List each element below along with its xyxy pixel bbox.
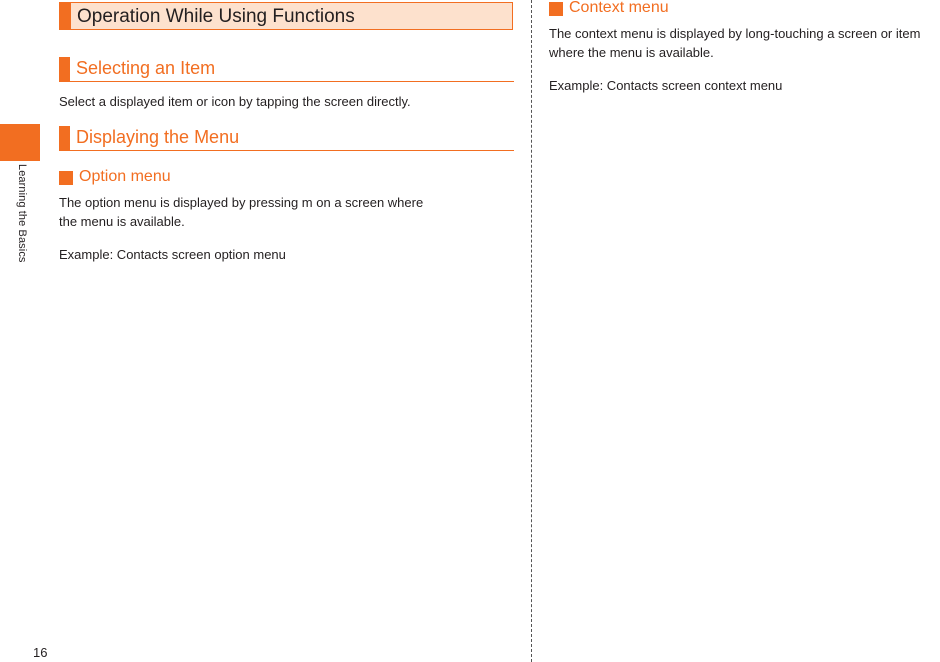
displaying-menu-heading-text: Displaying the Menu xyxy=(76,127,240,147)
selecting-item-heading-text: Selecting an Item xyxy=(76,58,216,78)
selecting-item-text: Select a displayed item or icon by tapping the screen directly. xyxy=(59,94,411,109)
context-menu-text-line2: where the menu is available. xyxy=(549,45,714,60)
context-menu-heading-text: Context menu xyxy=(569,0,669,16)
square-bullet-icon xyxy=(59,171,73,185)
chapter-label: Learning the Basics xyxy=(16,164,28,263)
option-menu-text-line1: The option menu is displayed by pressing m on a screen where xyxy=(59,195,424,210)
option-menu-heading-text: Option menu xyxy=(79,168,171,185)
context-menu-text-line1: The context menu is displayed by long-touching a screen or item xyxy=(549,26,921,41)
selecting-item-heading xyxy=(59,57,514,82)
page-number: 16 xyxy=(33,645,48,660)
section-title-text: Operation While Using Functions xyxy=(77,6,355,27)
chapter-tab-marker xyxy=(0,124,40,161)
heading-bar xyxy=(59,126,70,150)
displaying-menu-heading xyxy=(59,126,514,151)
option-menu-example: Example: Contacts screen option menu xyxy=(59,247,286,262)
column-divider xyxy=(531,0,532,662)
heading-bar xyxy=(59,57,70,81)
section-title-bar xyxy=(60,3,71,29)
option-menu-text-line2: the menu is available. xyxy=(59,214,185,229)
context-menu-example: Example: Contacts screen context menu xyxy=(549,78,783,93)
section-title xyxy=(59,2,513,30)
square-bullet-icon xyxy=(549,2,563,16)
